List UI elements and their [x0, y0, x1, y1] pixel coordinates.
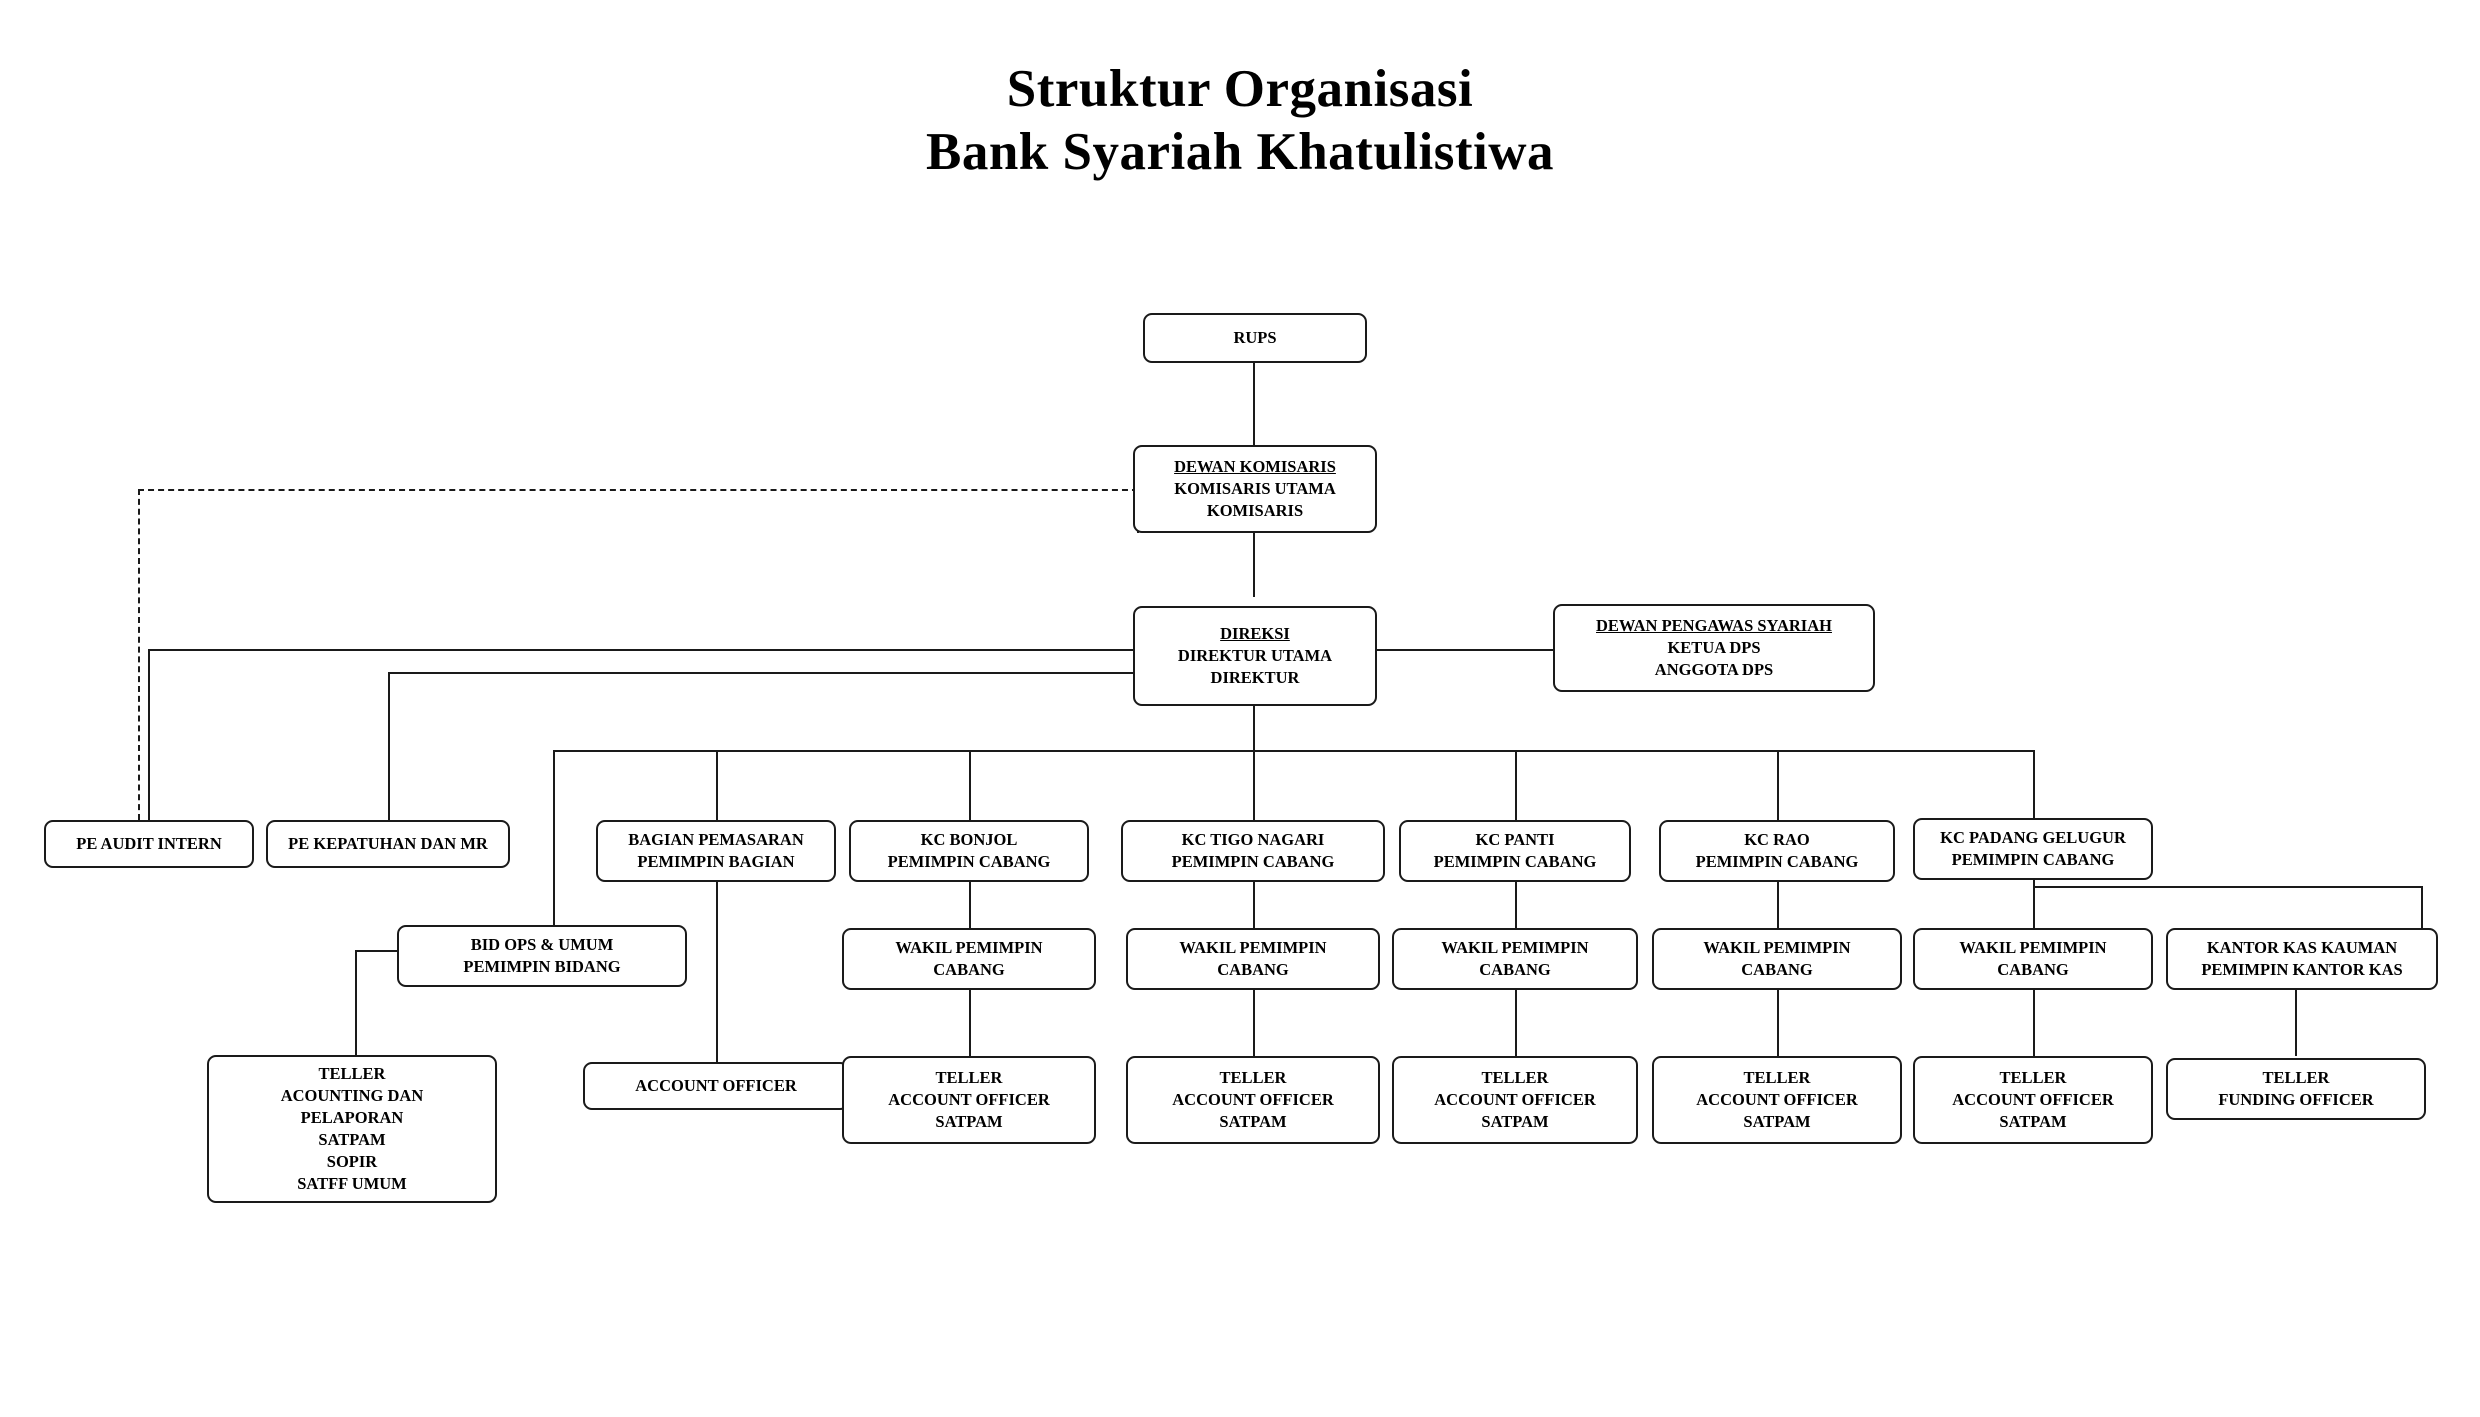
node-dewan-komisaris[interactable]	[1133, 445, 1377, 533]
node-wakil-pemimpin-cabang-bonjol[interactable]	[842, 928, 1096, 990]
node-pe-kepatuhan-line-0: PE KEPATUHAN DAN MR	[288, 834, 488, 854]
dashed-edge-komisaris-audit-horizontal	[138, 489, 1138, 491]
edge-wakil-rao-staf	[1777, 990, 1779, 1056]
node-kc-padang-gelugur-line-0: KC PADANG GELUGUR	[1940, 828, 2126, 848]
node-bagian-pemasaran-line-0: BAGIAN PEMASARAN	[628, 830, 804, 850]
node-kc-padang-gelugur[interactable]	[1913, 818, 2153, 880]
title-line-2: Bank Syariah Khatulistiwa	[925, 122, 1555, 181]
edge-drop-kc-padang-gelugur	[2033, 750, 2035, 820]
node-dewan-komisaris-line-0: DEWAN KOMISARIS	[1174, 457, 1336, 477]
edge-padang-gelugur-split	[2033, 886, 2423, 888]
edge-pe-kepatuhan-drop	[388, 672, 390, 820]
node-direksi-line-2: DIREKTUR	[1210, 667, 1300, 687]
node-kc-rao-line-1: PEMIMPIN CABANG	[1695, 852, 1859, 871]
edge-bid-ops-staf-vertical	[355, 950, 357, 1055]
node-kc-tigo-nagari-line-0: KC TIGO NAGARI	[1181, 830, 1325, 850]
edge-drop-kc-panti	[1515, 750, 1517, 820]
node-pe-audit-intern-line-0: PE AUDIT INTERN	[76, 834, 222, 854]
title-line-1: Struktur Organisasi	[1006, 60, 1474, 118]
edge-direksi-second-trunk	[388, 672, 1133, 674]
node-rups[interactable]	[1143, 313, 1367, 363]
node-staf-bid-ops-line-2: PELAPORAN	[300, 1108, 404, 1128]
node-staf-bid-ops-line-4: SOPIR	[326, 1151, 378, 1171]
node-staf-bid-ops-line-0: TELLER	[318, 1064, 386, 1084]
node-dps-line-2: ANGGOTA DPS	[1654, 659, 1774, 679]
node-staf-padang-gelugur[interactable]	[1913, 1056, 2153, 1144]
node-wakil-tigo-nagari-line-1: CABANG	[1217, 960, 1289, 979]
node-staf-kantor-kas-line-0: TELLER	[2262, 1068, 2330, 1088]
edge-wakil-bonjol-staf	[969, 990, 971, 1056]
node-staf-panti-line-0: TELLER	[1481, 1068, 1549, 1088]
node-wakil-bonjol-line-0: WAKIL PEMIMPIN	[895, 938, 1043, 958]
node-kc-tigo-nagari[interactable]	[1121, 820, 1385, 882]
node-account-officer[interactable]	[583, 1062, 849, 1110]
node-wakil-panti-line-0: WAKIL PEMIMPIN	[1441, 938, 1589, 958]
edge-wakil-padang-gelugur-staf	[2033, 990, 2035, 1056]
node-kantor-kas-kauman-line-1: PEMIMPIN KANTOR KAS	[2201, 960, 2403, 979]
node-wakil-padang-gelugur-line-1: CABANG	[1997, 960, 2069, 979]
node-bagian-pemasaran[interactable]	[596, 820, 836, 882]
node-pe-audit-intern[interactable]	[44, 820, 254, 868]
edge-bagian-pemasaran-account-officer	[716, 862, 718, 1062]
dashed-edge-komisaris-audit-vertical	[138, 489, 140, 820]
node-staf-tigo-nagari-line-2: SATPAM	[1219, 1111, 1287, 1131]
edge-drop-kc-tigo-nagari	[1253, 750, 1255, 820]
node-direksi-line-1: DIREKTUR UTAMA	[1177, 646, 1333, 666]
node-staf-padang-gelugur-line-2: SATPAM	[1999, 1111, 2067, 1131]
edge-drop-bid-ops-left	[553, 750, 555, 925]
node-staf-padang-gelugur-line-1: ACCOUNT OFFICER	[1952, 1090, 2114, 1110]
node-wakil-pemimpin-cabang-tigo-nagari[interactable]	[1126, 928, 1380, 990]
page-title	[0, 58, 2480, 183]
node-staf-bid-ops-line-5: SATFF UMUM	[297, 1173, 407, 1193]
node-kc-bonjol-line-0: KC BONJOL	[920, 830, 1018, 850]
node-kantor-kas-kauman-line-0: KANTOR KAS KAUMAN	[2206, 938, 2398, 958]
node-wakil-rao-line-1: CABANG	[1741, 960, 1813, 979]
edge-direksi-left-trunk	[148, 649, 1133, 651]
node-direksi-line-0: DIREKSI	[1220, 624, 1290, 644]
node-kc-tigo-nagari-line-1: PEMIMPIN CABANG	[1171, 852, 1335, 871]
node-wakil-tigo-nagari-line-0: WAKIL PEMIMPIN	[1179, 938, 1327, 958]
node-wakil-pemimpin-cabang-padang-gelugur[interactable]	[1913, 928, 2153, 990]
edge-direksi-dps	[1375, 649, 1555, 651]
node-staf-bid-ops-line-3: SATPAM	[318, 1130, 386, 1149]
node-bid-ops-umum[interactable]	[397, 925, 687, 987]
node-kc-padang-gelugur-line-1: PEMIMPIN CABANG	[1951, 850, 2115, 869]
node-wakil-padang-gelugur-line-0: WAKIL PEMIMPIN	[1959, 938, 2107, 958]
node-kc-bonjol-line-1: PEMIMPIN CABANG	[887, 852, 1051, 871]
node-rups-line-0: RUPS	[1233, 328, 1277, 348]
node-staf-panti-line-1: ACCOUNT OFFICER	[1434, 1090, 1596, 1110]
node-direksi[interactable]	[1133, 606, 1377, 706]
node-staf-bonjol-line-2: SATPAM	[935, 1111, 1003, 1131]
node-staf-rao[interactable]	[1652, 1056, 1902, 1144]
node-kc-rao-line-0: KC RAO	[1744, 830, 1810, 850]
node-staf-panti[interactable]	[1392, 1056, 1638, 1144]
node-staf-bonjol-line-1: ACCOUNT OFFICER	[888, 1090, 1050, 1110]
edge-wakil-tigo-nagari-staf	[1253, 990, 1255, 1056]
node-dewan-komisaris-line-2: KOMISARIS	[1206, 500, 1304, 520]
node-staf-padang-gelugur-line-0: TELLER	[1999, 1068, 2067, 1088]
edge-bid-ops-staf-horizontal	[355, 950, 397, 952]
node-staf-tigo-nagari[interactable]	[1126, 1056, 1380, 1144]
node-dps-line-1: KETUA DPS	[1667, 638, 1761, 658]
node-bagian-pemasaran-line-1: PEMIMPIN BAGIAN	[637, 852, 795, 871]
edge-kantor-kas-drop	[2421, 886, 2423, 930]
node-staf-rao-line-2: SATPAM	[1743, 1111, 1811, 1131]
node-kc-bonjol[interactable]	[849, 820, 1089, 882]
node-staf-bonjol[interactable]	[842, 1056, 1096, 1144]
edge-pe-audit-intern-drop	[148, 649, 150, 820]
node-wakil-pemimpin-cabang-rao[interactable]	[1652, 928, 1902, 990]
edge-direksi-down	[1253, 706, 1255, 750]
node-staf-rao-line-1: ACCOUNT OFFICER	[1696, 1090, 1858, 1110]
edge-wakil-padang-gelugur-drop	[2033, 886, 2035, 930]
edge-drop-kc-bonjol	[969, 750, 971, 820]
node-kc-panti-line-1: PEMIMPIN CABANG	[1433, 852, 1597, 871]
node-staf-bid-ops-umum[interactable]	[207, 1055, 497, 1203]
node-kc-panti[interactable]	[1399, 820, 1631, 882]
node-dps-line-0: DEWAN PENGAWAS SYARIAH	[1596, 616, 1832, 636]
node-pe-kepatuhan-dan-mr[interactable]	[266, 820, 510, 868]
node-staf-tigo-nagari-line-1: ACCOUNT OFFICER	[1172, 1090, 1334, 1110]
edge-kantor-kas-staf	[2295, 990, 2297, 1056]
node-staf-kantor-kas-line-1: FUNDING OFFICER	[2218, 1090, 2374, 1109]
node-wakil-panti-line-1: CABANG	[1479, 960, 1551, 979]
node-kantor-kas-kauman[interactable]	[2166, 928, 2438, 990]
node-dewan-pengawas-syariah[interactable]	[1553, 604, 1875, 692]
node-staf-panti-line-2: SATPAM	[1481, 1111, 1549, 1131]
node-staf-rao-line-0: TELLER	[1743, 1068, 1811, 1088]
node-staf-kantor-kas[interactable]	[2166, 1058, 2426, 1120]
node-dewan-komisaris-line-1: KOMISARIS UTAMA	[1174, 479, 1336, 499]
node-wakil-bonjol-line-1: CABANG	[933, 960, 1005, 979]
edge-rups-dewan-komisaris	[1253, 363, 1255, 445]
node-kc-panti-line-0: KC PANTI	[1475, 830, 1555, 850]
node-account-officer-line-0: ACCOUNT OFFICER	[635, 1076, 797, 1096]
node-bid-ops-umum-line-1: PEMIMPIN BIDANG	[463, 957, 621, 976]
node-staf-tigo-nagari-line-0: TELLER	[1219, 1068, 1287, 1088]
node-kc-rao[interactable]	[1659, 820, 1895, 882]
edge-drop-kc-rao	[1777, 750, 1779, 820]
node-staf-bonjol-line-0: TELLER	[935, 1068, 1003, 1088]
node-wakil-rao-line-0: WAKIL PEMIMPIN	[1703, 938, 1851, 958]
edge-dewan-komisaris-direksi	[1253, 533, 1255, 597]
node-bid-ops-umum-line-0: BID OPS & UMUM	[470, 935, 614, 955]
edge-wakil-panti-staf	[1515, 990, 1517, 1056]
node-staf-bid-ops-line-1: ACOUNTING DAN	[280, 1086, 424, 1106]
edge-drop-bagian-pemasaran	[716, 750, 718, 820]
edge-main-bus	[553, 750, 2033, 752]
node-wakil-pemimpin-cabang-panti[interactable]	[1392, 928, 1638, 990]
